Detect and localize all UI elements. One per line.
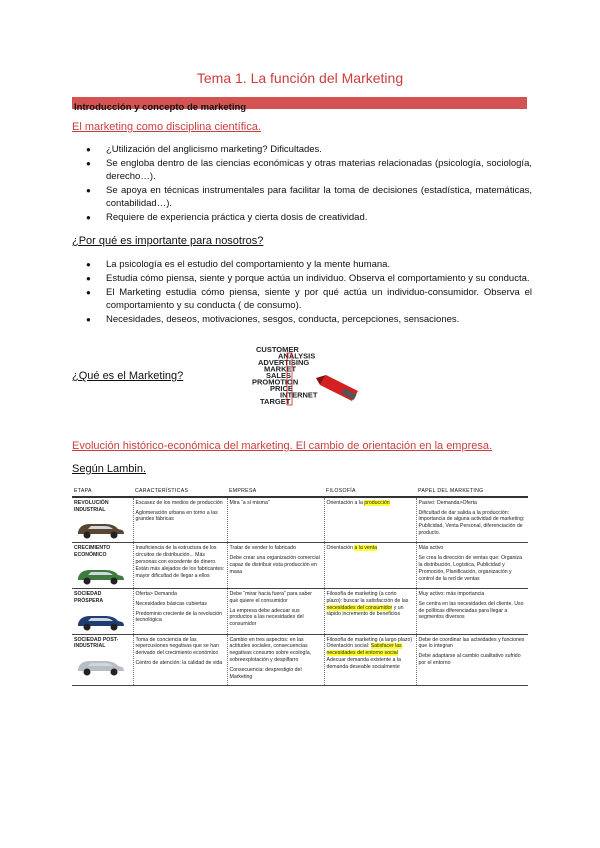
word-target: TARGET — [260, 397, 291, 406]
list-item: ● Necesidades, deseos, motivaciones, sesgos, conducta, percepciones, sensaciones. — [72, 313, 532, 326]
heading-lambin: Según Lambin. — [72, 463, 146, 475]
heading-scientific-discipline: El marketing como disciplina científica. — [72, 121, 261, 133]
header-stage: ETAPA — [72, 487, 133, 497]
list-item: ● ¿Utilización del anglicismo marketing? Dificultades. — [72, 143, 532, 156]
stage-label: REVOLUCIÓN INDUSTRIAL — [74, 499, 109, 513]
section-header-bar — [72, 97, 527, 113]
list-item: ● Se engloba dentro de las ciencias económicas y otras materias relacionadas (psicología, sociología, derecho…). — [72, 157, 532, 183]
list-item: ● El Marketing estudia cómo piensa, siente y por qué actúa un individuo-consumidor. Observa el comportamiento y su conducta ( de consumo). — [72, 286, 532, 312]
heading-evolution: Evolución histórico-económica del marketing. El cambio de orientación en la empresa. — [72, 440, 493, 452]
evolution-table — [72, 487, 528, 686]
cell-company — [227, 588, 324, 634]
vintage-car-icon — [74, 516, 126, 540]
word-promotion: PROMOTION — [252, 377, 299, 387]
cell-paragraph: Pasivo: Demanda>Oferta — [418, 499, 477, 506]
cell-characteristics — [133, 497, 227, 543]
page-title: Tema 1. La función del Marketing — [196, 70, 404, 86]
cell-paragraph: Oferta> Demanda — [135, 590, 177, 597]
cell-stage — [72, 588, 133, 634]
highlighted-text: Satisfacer las necesidades del entorno social — [326, 643, 402, 657]
heading-what-is-marketing: ¿Qué es el Marketing? — [72, 370, 184, 382]
cell-paragraph: Dificultad de dar salida a la producción: importancia de alguna actividad de marketing: Publicidad, Venta Personal, diferenciación de producto. — [418, 509, 525, 536]
cell-paragraph: Toma de conciencia de las repercusiones negativas que se han derivado del crecimiento económico — [135, 636, 219, 657]
table-header-row — [72, 487, 528, 497]
section-header-text: Introducción y concepto de marketing — [74, 102, 247, 113]
header-characteristics: CARACTERÍSTICAS — [133, 487, 227, 497]
green-car-icon — [74, 562, 126, 586]
philosophy-text: Adecuar demanda existente a la demanda deseable socialmente — [326, 656, 401, 670]
cell-company — [227, 543, 324, 589]
cell-marketing-role — [416, 634, 528, 686]
cell-paragraph: Debe de coordinar las actividades y funciones que lo integran — [418, 636, 525, 650]
cell-stage — [72, 497, 133, 543]
heading-why-important: ¿Por qué es importante para nosotros? — [72, 235, 264, 247]
cell-paragraph: Consecuencia: desprestigio del Marketing — [229, 666, 302, 680]
word-sales: SALES — [266, 371, 292, 380]
header-company: EMPRESA — [227, 487, 324, 497]
table-row — [72, 543, 528, 589]
highlighted-text: a la venta — [354, 545, 377, 552]
header-marketing-role: PAPEL DEL MARKETING — [416, 487, 528, 497]
bullet-list-discipline — [72, 143, 532, 225]
cell-characteristics — [133, 543, 227, 589]
cell-philosophy — [324, 543, 416, 589]
cell-paragraph: Necesidades básicas cubiertas — [135, 600, 208, 607]
header-philosophy: FILOSOFÍA — [324, 487, 416, 497]
philosophy-text: Orientación — [326, 545, 355, 552]
stage-label: SOCIEDAD PRÓSPERA — [74, 590, 104, 604]
cell-characteristics — [133, 588, 227, 634]
philosophy-text: y un rápido incremento de beneficios — [326, 604, 404, 618]
list-item: ● Se apoya en técnicas instrumentales para facilitar la toma de decisiones (estadística, matemáticas, contabilidad…). — [72, 184, 532, 210]
stage-label: SOCIEDAD POST-INDUSTRIAL — [74, 636, 119, 650]
philosophy-text: Filosofía de marketing (a largo plazo) Orientación social: — [326, 636, 413, 650]
bullet-list-importance — [72, 258, 532, 327]
cell-company — [227, 634, 324, 686]
table-row — [72, 588, 528, 634]
word-customer: CUSTOMER — [256, 345, 299, 354]
list-item: ● Requiere de experiencia práctica y cierta dosis de creatividad. — [72, 211, 532, 224]
cell-paragraph: Debe crear una organización comercial capaz de distribuir esta producción en masa — [229, 555, 320, 575]
cell-paragraph: Debe adaptarse al cambio cualitativo sufrido por el entorno — [418, 653, 521, 666]
word-analysis: ANALYSIS — [278, 351, 316, 361]
cell-paragraph: Muy activo: más importancia — [418, 590, 485, 597]
table-row — [72, 497, 528, 543]
cell-stage — [72, 634, 133, 686]
cell-philosophy — [324, 634, 416, 686]
cell-characteristics — [133, 634, 227, 686]
smart-car-icon — [74, 653, 126, 677]
cell-marketing-role — [416, 543, 528, 589]
marketing-wordcloud-image — [246, 345, 366, 407]
highlighted-text: producción — [364, 499, 390, 506]
philosophy-text: Orientación a la — [326, 499, 365, 506]
cell-philosophy — [324, 497, 416, 543]
cell-company — [227, 497, 324, 543]
cell-paragraph: Se crea la dirección de ventas que: Organiza la distribución, Logística, Publicidad y Promoción, Planificación, organización y control de la red de ventas — [418, 555, 523, 582]
cell-paragraph: Se centra en las necesidades del cliente. Uso de políticas diferenciadas para llegar a segmentos diversos — [418, 600, 524, 621]
word-price: PRICE — [270, 384, 293, 393]
cell-paragraph: Escasez de los medios de producción — [135, 499, 223, 506]
cell-marketing-role — [416, 497, 528, 543]
cell-paragraph: Cambio en tres aspectos: en las actitudes sociales, consecuencias negativas consumo sobre ecología, sobreexplotación y despilfarro — [229, 636, 312, 663]
cell-stage — [72, 543, 133, 589]
red-marker-pen-icon — [316, 375, 358, 401]
cell-paragraph: Centro de atención: la calidad de vida — [135, 659, 223, 666]
table-row — [72, 634, 528, 686]
word-advertising: ADVERTISING — [258, 358, 310, 367]
cell-paragraph: Predominio creciente de la revolución tecnológica — [135, 610, 223, 624]
word-internet: INTERNET — [280, 390, 318, 400]
cell-paragraph: Debe “mirar hacia fuera” para saber qué quiere el consumidor — [229, 590, 312, 604]
highlighted-text: necesidades del consumidor — [326, 604, 393, 611]
cell-paragraph: Insuficiencia de la estructura de los circuitos de distribución... Más personas con excedente de dinero. Están más alejados de los fabricantes: mayor dificultad de llegar a ellos — [135, 545, 225, 579]
stage-label: CRECIMIENTO ECONÓMICO — [74, 545, 111, 559]
cell-paragraph: Tratar de vender lo fabricado — [229, 545, 296, 552]
cell-paragraph: Más activo — [418, 545, 444, 552]
cell-philosophy — [324, 588, 416, 634]
word-market: MARKET — [264, 364, 297, 374]
philosophy-text: Filosofía de marketing (a corto plazo): buscar la satisfacción de las — [326, 590, 409, 604]
cell-paragraph: La empresa debe adecuar sus productos a las necesidades del consumidor — [229, 607, 304, 628]
cell-marketing-role — [416, 588, 528, 634]
list-item: ● La psicología es el estudio del comportamiento y la mente humana. — [72, 258, 532, 271]
cell-paragraph: Aglomeración urbana en torno a las grandes fábricas — [135, 509, 218, 523]
cell-paragraph: Mira “a sí misma” — [229, 499, 270, 506]
list-item: ● Estudia cómo piensa, siente y porque actúa un individuo. Observa el comportamiento y su conducta. — [72, 272, 532, 285]
sports-car-icon — [74, 608, 126, 632]
